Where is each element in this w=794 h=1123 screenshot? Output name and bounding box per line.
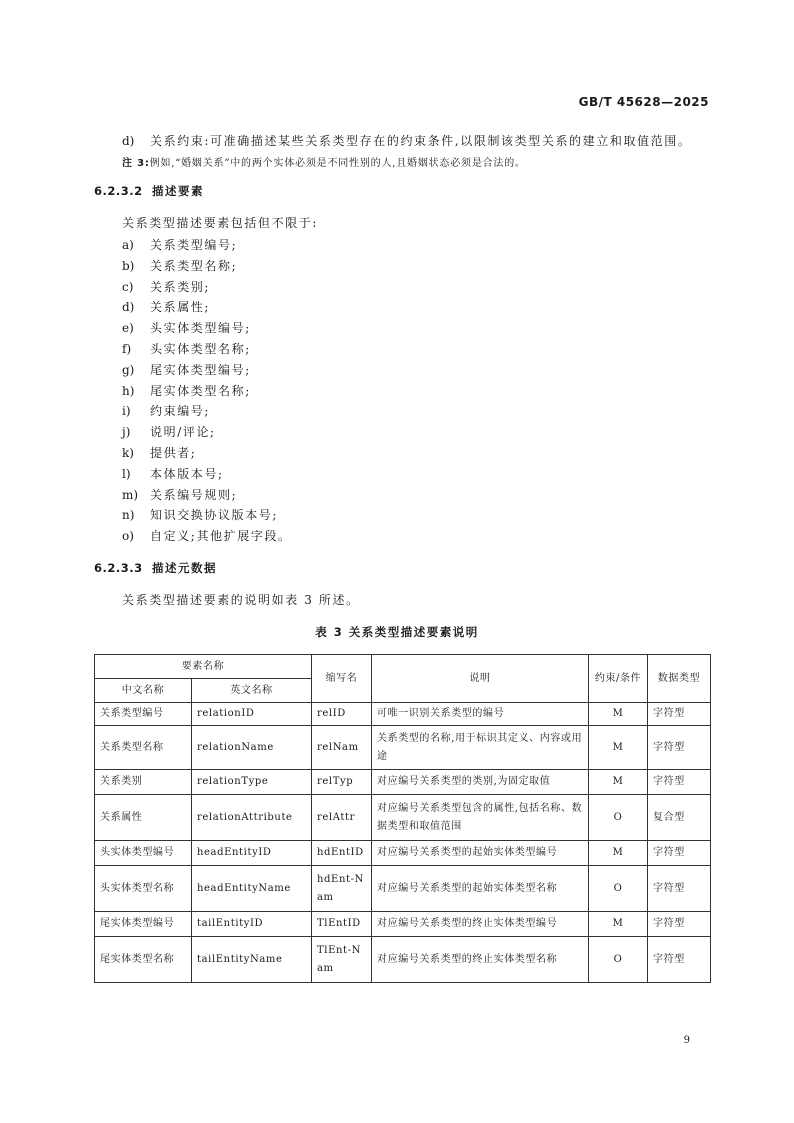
cell-en-name: tailEntityID [192,912,312,937]
cell-abbr: hdEnt-Nam [312,866,372,912]
list-text: 头实体类型名称; [150,342,251,356]
list-marker: c) [122,279,134,294]
list-text: 关系类别; [150,279,211,294]
list-text: 关系属性; [150,300,211,315]
header-element-name: 要素名称 [95,655,312,679]
section-number: 6.2.3.3 [94,561,143,575]
section-title: 描述元数据 [152,561,217,575]
cell-cn-name: 关系类型名称 [95,726,192,770]
table-intro-paragraph: 关系类型描述要素的说明如表 3 所述。 [122,593,360,607]
list-marker: a) [122,238,134,252]
list-text: 尾实体类型编号; [150,362,251,377]
cell-description: 对应编号关系类型的类别,为固定取值 [372,770,589,795]
page-number: 9 [683,1035,690,1046]
list-text: 尾实体类型名称; [150,383,251,398]
cell-en-name: relationType [192,770,312,795]
cell-en-name: relationID [192,703,312,726]
standard-number: GB/T 45628—2025 [578,95,709,109]
cell-constraint: O [589,795,648,841]
cell-abbr: TlEnt-Nam [312,937,372,983]
list-text: 自定义;其他扩展字段。 [150,529,292,544]
list-text: 本体版本号; [150,466,224,481]
cell-en-name: relationName [192,726,312,770]
cell-constraint: M [589,841,648,866]
cell-cn-name: 头实体类型名称 [95,866,192,912]
cell-data-type: 字符型 [648,726,711,770]
list-item [122,423,216,440]
list-marker: b) [122,258,135,273]
cell-description: 对应编号关系类型的起始实体类型编号 [372,841,589,866]
list-item [122,527,292,544]
relation-type-table [94,654,711,983]
table-row [95,937,711,983]
cell-data-type: 字符型 [648,703,711,726]
list-item [122,361,251,378]
list-item [122,257,237,274]
list-text: 关系类型编号; [150,238,238,252]
list-marker: j) [122,425,131,440]
header-data-type: 数据类型 [648,655,711,703]
cell-cn-name: 关系属性 [95,795,192,841]
list-item [122,506,278,523]
list-marker: l) [122,466,131,481]
cell-en-name: tailEntityName [192,937,312,983]
list-text: 关系类型名称; [150,258,238,273]
cell-abbr: hdEntID [312,841,372,866]
list-marker: h) [122,383,135,398]
list-item [122,382,251,399]
cell-constraint: M [589,912,648,937]
cell-en-name: relationAttribute [192,795,312,841]
cell-data-type: 字符型 [648,866,711,912]
list-item [122,278,210,295]
cell-data-type: 字符型 [648,841,711,866]
list-text: 知识交换协议版本号; [150,508,279,523]
note-text: 例如,“婚姻关系”中的两个实体必须是不同性别的人,且婚姻状态必须是合法的。 [149,158,526,169]
cell-cn-name: 关系类型编号 [95,703,192,726]
cell-abbr: relNam [312,726,372,770]
constraint-item [122,132,691,149]
cell-data-type: 字符型 [648,937,711,983]
cell-constraint: M [589,770,648,795]
list-text: 关系编号规则; [150,487,238,502]
list-text: 头实体类型编号; [150,321,251,336]
cell-en-name: headEntityID [192,841,312,866]
header-abbr: 缩写名 [312,655,372,703]
list-marker: f) [122,342,132,356]
cell-constraint: M [589,703,648,726]
cell-description: 可唯一识别关系类型的编号 [372,703,589,726]
list-lead: 关系类型描述要素包括但不限于: [122,216,319,230]
cell-cn-name: 尾实体类型名称 [95,937,192,983]
cell-description: 关系类型的名称,用于标识其定义、内容或用途 [372,726,589,770]
cell-cn-name: 关系类别 [95,770,192,795]
list-text: 约束编号; [150,404,211,419]
table-row [95,866,711,912]
table-row [95,770,711,795]
header-description: 说明 [372,655,589,703]
table-row [95,726,711,770]
cell-constraint: O [589,937,648,983]
cell-description: 对应编号关系类型包含的属性,包括名称、数据类型和取值范围 [372,795,589,841]
cell-data-type: 字符型 [648,770,711,795]
list-marker: n) [122,508,135,523]
table-row [95,841,711,866]
cell-abbr: relAttr [312,795,372,841]
cell-constraint: M [589,726,648,770]
note-3 [122,154,526,169]
section-heading-6-2-3-3 [94,560,217,576]
cell-data-type: 复合型 [648,795,711,841]
list-item [122,444,196,461]
item-marker: d) [122,134,135,148]
list-item [122,465,224,482]
cell-abbr: relTyp [312,770,372,795]
cell-cn-name: 尾实体类型编号 [95,912,192,937]
section-number: 6.2.3.2 [94,184,143,198]
table-caption: 表 3 关系类型描述要素说明 [315,625,479,639]
section-title: 描述要素 [152,184,204,198]
section-heading-6-2-3-2 [94,183,204,199]
list-marker: d) [122,300,135,315]
header-cn-name: 中文名称 [95,679,192,703]
list-item [122,486,237,503]
list-marker: e) [122,321,134,336]
list-text: 说明/评论; [150,425,216,440]
list-text: 提供者; [150,446,197,460]
list-marker: o) [122,529,134,544]
cell-abbr: TlEntID [312,912,372,937]
cell-description: 对应编号关系类型的终止实体类型编号 [372,912,589,937]
item-text: 关系约束:可准确描述某些关系类型存在的约束条件,以限制该类型关系的建立和取值范围。 [150,134,692,148]
header-constraint: 约束/条件 [589,655,648,703]
cell-description: 对应编号关系类型的终止实体类型名称 [372,937,589,983]
cell-description: 对应编号关系类型的起始实体类型名称 [372,866,589,912]
list-marker: m) [122,487,139,502]
table-row [95,912,711,937]
list-item [122,298,210,315]
list-item [122,340,251,357]
cell-cn-name: 头实体类型编号 [95,841,192,866]
list-marker: k) [122,446,134,460]
list-item [122,319,251,336]
table-row [95,795,711,841]
header-en-name: 英文名称 [192,679,312,703]
list-marker: i) [122,404,131,419]
list-item [122,236,237,253]
list-item [122,402,210,419]
cell-data-type: 字符型 [648,912,711,937]
list-marker: g) [122,362,135,377]
cell-abbr: relID [312,703,372,726]
cell-en-name: headEntityName [192,866,312,912]
cell-constraint: O [589,866,648,912]
table-row [95,703,711,726]
note-label: 注 3: [122,158,150,169]
